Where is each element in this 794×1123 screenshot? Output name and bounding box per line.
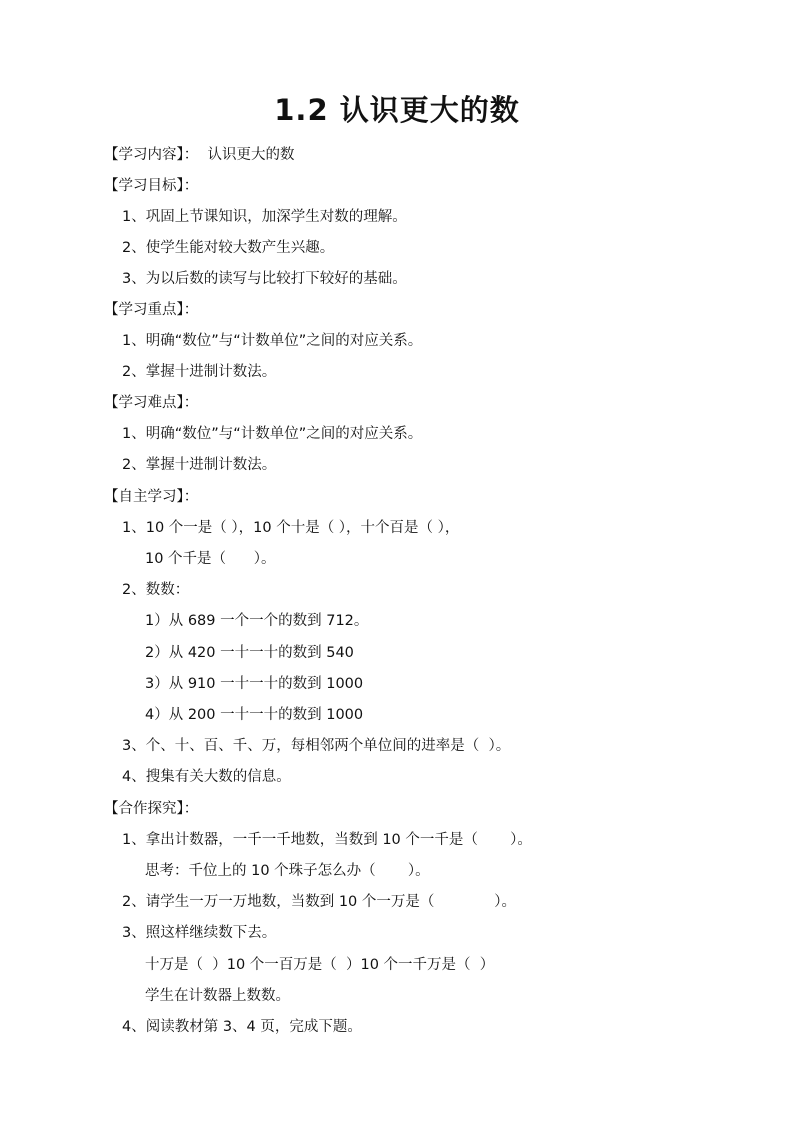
inquiry-item-3-note: 学生在计数器上数数。 <box>145 988 290 1004</box>
counting-subitem-1: 1）从 689 一个一个的数到 712。 <box>145 613 369 629</box>
difficult-point-item-1: 1、明确“数位”与“计数单位”之间的对应关系。 <box>122 426 423 442</box>
section-key-points: 【学习重点】： <box>104 302 199 318</box>
inquiry-item-3: 3、照这样继续数下去。 <box>122 925 277 941</box>
counting-subitem-2: 2）从 420 一十一十的数到 540 <box>145 645 354 661</box>
goal-item-3: 3、为以后数的读写与比较打下较好的基础。 <box>122 271 407 287</box>
self-study-item-2: 2、数数： <box>122 582 190 598</box>
inquiry-item-1-think: 思考：千位上的 10 个珠子怎么办（ ）。 <box>145 863 430 879</box>
section-learning-goals: 【学习目标】： <box>104 178 199 194</box>
goal-item-2: 2、使学生能对较大数产生兴趣。 <box>122 240 335 256</box>
self-study-item-3: 3、个、十、百、千、万，每相邻两个单位间的进率是（ ）。 <box>122 738 511 754</box>
section-cooperative-inquiry: 【合作探究】： <box>104 801 199 817</box>
key-point-item-2: 2、掌握十进制计数法。 <box>122 364 277 380</box>
section-self-study: 【自主学习】： <box>104 489 199 505</box>
self-study-item-1-cont: 10 个千是（ ）。 <box>145 551 276 567</box>
counting-subitem-4: 4）从 200 一十一十的数到 1000 <box>145 707 364 723</box>
goal-item-1: 1、巩固上节课知识，加深学生对数的理解。 <box>122 209 407 225</box>
section-difficult-points: 【学习难点】： <box>104 395 199 411</box>
inquiry-item-2: 2、请学生一万一万地数，当数到 10 个一万是（ ）。 <box>122 894 517 910</box>
inquiry-item-4: 4、阅读教材第 3、4 页，完成下题。 <box>122 1019 362 1035</box>
difficult-point-item-2: 2、掌握十进制计数法。 <box>122 457 277 473</box>
self-study-item-4: 4、搜集有关大数的信息。 <box>122 769 291 785</box>
page-title: 1.2 认识更大的数 <box>274 93 520 127</box>
inquiry-item-1: 1、拿出计数器，一千一千地数，当数到 10 个一千是（ ）。 <box>122 832 532 848</box>
section-learning-content: 【学习内容】： 认识更大的数 <box>104 147 295 163</box>
inquiry-item-3-blanks: 十万是（ ）10 个一百万是（ ）10 个一千万是（ ） <box>145 957 495 973</box>
key-point-item-1: 1、明确“数位”与“计数单位”之间的对应关系。 <box>122 333 423 349</box>
self-study-item-1: 1、10 个一是（ ），10 个十是（ ），十个百是（ ）， <box>122 520 460 536</box>
counting-subitem-3: 3）从 910 一十一十的数到 1000 <box>145 676 364 692</box>
